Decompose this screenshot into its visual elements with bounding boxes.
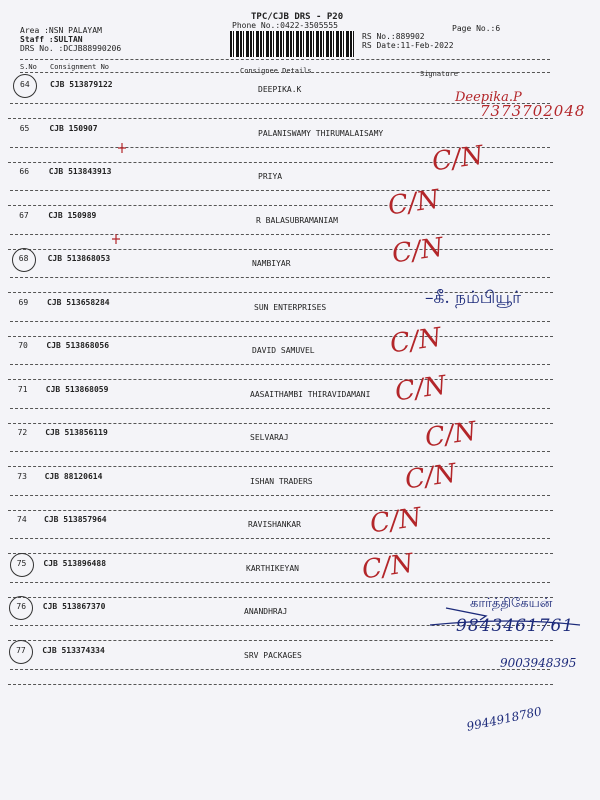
cn-mark-73: C/N xyxy=(403,458,459,496)
col-sno: S.No xyxy=(20,63,37,71)
row-sno: 77 xyxy=(16,645,26,655)
row-sno: 74 xyxy=(17,515,27,524)
row-consignment-no: CJB 513868059 xyxy=(45,384,109,394)
row-consignee: R BALASUBRAMANIAM xyxy=(256,215,338,225)
row-consignee: KARTHIKEYAN xyxy=(246,563,299,573)
row68-signature: –கீ. நம்பியூர் xyxy=(425,288,522,308)
row-consignee: SELVARAJ xyxy=(250,433,289,442)
row76-signature-phone: 9843461761 xyxy=(456,616,575,636)
row-sno: 69 xyxy=(18,297,29,307)
red-cross-mark-2 xyxy=(112,234,120,244)
row-consignment-no: CJB 513658284 xyxy=(47,297,110,307)
row-consignee: RAVISHANKAR xyxy=(248,520,301,529)
row-consignment-no: CJB 513879122 xyxy=(50,80,113,89)
cn-mark-71: C/N xyxy=(393,370,449,408)
rs-date: RS Date:11-Feb-2022 xyxy=(362,41,454,50)
row-consignee: ISHAN TRADERS xyxy=(250,476,313,486)
rs-number: RS No.:889902 xyxy=(362,32,425,41)
cn-mark-74: C/N xyxy=(368,502,424,540)
row-consignment-no: CJB 513843913 xyxy=(48,167,112,176)
col-signature: Signature xyxy=(420,70,458,78)
row-consignee: DEEPIKA.K xyxy=(258,85,302,94)
row-sno: 76 xyxy=(16,602,27,611)
cn-mark-67: C/N xyxy=(386,184,442,222)
drs-number: DRS No. :DCJB88990206 xyxy=(20,44,122,53)
row-consignment-no: CJB 513857964 xyxy=(44,515,107,524)
row-sno: 70 xyxy=(18,341,28,350)
page-number: Page No.:6 xyxy=(452,24,501,33)
row-sno: 71 xyxy=(17,384,28,394)
cn-mark-72: C/N xyxy=(423,416,479,454)
row-consignment-no: CJB 150907 xyxy=(49,123,98,133)
cn-mark-75: C/N xyxy=(360,548,416,586)
row64-signature-phone: 7373702048 xyxy=(480,102,586,120)
row-consignee: DAVID SAMUVEL xyxy=(252,346,315,355)
row-consignee: PALANISWAMY THIRUMALAISAMY xyxy=(258,128,384,138)
area-label: Area :NSN PALAYAM xyxy=(20,26,102,35)
row-sno: 72 xyxy=(17,428,28,437)
col-consignment: Consignment No xyxy=(50,63,110,71)
row-consignment-no: CJB 150989 xyxy=(48,210,97,220)
row-sno: 75 xyxy=(16,558,27,568)
row-consignment-no: CJB 513868056 xyxy=(46,341,110,350)
row76-signature-name: கார்த்திகேயன் xyxy=(470,596,553,611)
staff-label: Staff :SULTAN xyxy=(20,35,83,44)
row-consignee: SUN ENTERPRISES xyxy=(254,302,327,312)
row-consignee: PRIYA xyxy=(258,172,283,181)
row-sno: 68 xyxy=(18,254,29,263)
row77-signature-phone-a: 9003948395 xyxy=(500,656,577,670)
row-consignment-no: CJB 513868053 xyxy=(47,254,111,263)
row-consignee: AASAITHAMBI THIRAVIDAMANI xyxy=(250,389,371,399)
phone-number: Phone No.:0422-3505555 xyxy=(232,21,338,30)
row64-signature-name: Deepika.P xyxy=(455,90,522,105)
document-title: TPC/CJB DRS - P20 xyxy=(251,12,344,22)
row-consignment-no: CJB 513896488 xyxy=(43,558,107,568)
cn-mark-68: C/N xyxy=(390,232,446,270)
cn-mark-70: C/N xyxy=(388,322,444,360)
red-cross-mark xyxy=(118,143,126,153)
row77-signature-phone-b: 9944918780 xyxy=(465,704,543,734)
row-sno: 65 xyxy=(19,123,30,133)
row-sno: 73 xyxy=(17,471,27,481)
row-sno: 66 xyxy=(19,167,30,176)
row-consignment-no: CJB 88120614 xyxy=(44,471,103,481)
row-consignment-no: CJB 513374334 xyxy=(42,645,105,655)
row-consignee: SRV PACKAGES xyxy=(244,650,302,660)
row-consignee: NAMBIYAR xyxy=(252,259,291,268)
row-consignment-no: CJB 513856119 xyxy=(45,428,108,437)
cn-mark-66: C/N xyxy=(430,140,486,178)
row-consignee: ANANDHRAJ xyxy=(244,607,288,616)
col-consignee: Consignee Details xyxy=(240,67,312,75)
row-sno: 67 xyxy=(19,210,29,220)
row-sno: 64 xyxy=(20,80,30,89)
row-consignment-no: CJB 513867370 xyxy=(42,602,106,611)
